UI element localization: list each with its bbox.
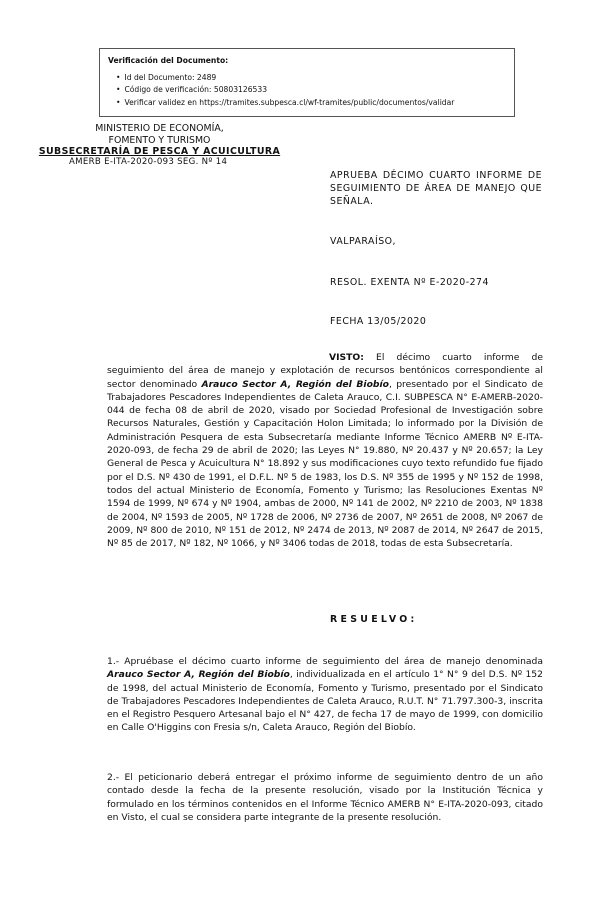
ministry-line-2: FOMENTO Y TURISMO [108, 134, 211, 146]
item1-text-b: , individualizada en el artículo 1° N° 9 del D.S. Nº 152 de 1998, del actual Ministerio de Economía, Fomento y Turismo, presentado por el Sindicato de Trabajadores Pescadores Independientes de Caleta Arauco, R.U.T. N° 71.797.300-3, inscrita en el Registro Pesquero Artesanal bajo el N° 427, de fecha 17 de mayo de 1999, con domicilio en Calle O'Higgins con Fresia s/n, Caleta Arauco, Región del Biobío. [107, 669, 543, 734]
visto-area-name: Arauco Sector A, Región del Biobío [201, 378, 389, 390]
resolution-summary: APRUEBA DÉCIMO CUARTO INFORME DE SEGUIMIENTO DE ÁREA DE MANEJO QUE SEÑALA. [330, 170, 542, 208]
item1-text-a: 1.- Apruébase el décimo cuarto informe de seguimiento del área de manejo denominada [107, 656, 543, 667]
visto-text-b: , presentado por el Sindicato de Trabajadores Pescadores Independientes de Caleta Arauco, C.I. SUBPESCA N° E-AMERB-2020-044 de fecha 08 de abril de 2020, visado por Sociedad Profesional de Investigación sobre Recursos Naturales, Gestión y Capacitación Holon Limitada; lo informado por la División de Administración Pesquera de esta Subsecretaría mediante Informe Técnico AMERB Nº E-ITA-2020-093, de fecha 29 de abril de 2020; las Leyes N° 19.880, Nº 20.437 y Nº 20.657; la Ley General de Pesca y Acuicultura N° 18.892 y sus modificaciones cuyo texto refundido fue fijado por el D.S. Nº 430 de 1991, el D.F.L. Nº 5 de 1983, los D.S. Nº 355 de 1995 y Nº 152 de 1998, todos del actual Ministerio de Economía, Fomento y Turismo; las Resoluciones Exentas Nº 1594 de 1999, Nº 674 y Nº 1904, ambas de 2000, Nº 141 de 2002, Nº 2210 de 2003, Nº 1838 de 2004, Nº 1593 de 2005, Nº 1728 de 2006, Nº 2736 de 2007, Nº 2651 de 2008, Nº 2067 de 2009, Nº 800 de 2010, Nº 151 de 2012, Nº 2474 de 2013, Nº 2087 de 2014, Nº 2647 de 2015, Nº 85 de 2017, Nº 182, Nº 1066, y Nº 3406 todas de 2018, todas de esta Subsecretaría. [107, 378, 543, 550]
resolution-date: FECHA 13/05/2020 [330, 316, 427, 327]
ministry-line-1: MINISTERIO DE ECONOMÍA, [95, 123, 224, 134]
resolution-item-2 [107, 771, 543, 824]
item2-text: 2.- El peticionario deberá entregar el próximo informe de seguimiento dentro de un año contado desde la fecha de la presente resolución, visado por la Institución Técnica y formulado en los términos contenidos en el Informe Técnico AMERB N° E-ITA-2020-093, citado en Visto, el cual se considera parte integrante de la presente resolución. [107, 772, 543, 823]
subsecretaria-title: SUBSECRETARÍA DE PESCA Y ACUICULTURA [38, 146, 281, 158]
resuelvo-heading: RESUELVO: [330, 614, 418, 625]
verification-code: • Código de verificación: 50803126533 [116, 84, 506, 97]
verification-box [99, 48, 515, 117]
verification-title: Verificación del Documento: [108, 56, 229, 65]
place: VALPARAÍSO, [330, 236, 397, 247]
reference-code: AMERB E-ITA-2020-093 SEG. Nº 14 [69, 157, 228, 167]
verification-list [108, 72, 506, 110]
visto-text-a: El décimo cuarto informe de seguimiento del área de manejo y explotación de recursos bentónicos correspondiente al sector denominado [107, 352, 543, 390]
verification-url[interactable]: • Verificar validez en https://tramites.subpesca.cl/wf-tramites/public/documentos/validar [116, 97, 506, 110]
ministry-header [32, 123, 287, 158]
resolution-item-1 [107, 655, 543, 735]
visto-paragraph [107, 351, 543, 550]
document-id: • Id del Documento: 2489 [116, 72, 506, 85]
visto-label: VISTO: [329, 352, 364, 363]
item1-area-name: Arauco Sector A, Región del Biobío [107, 669, 290, 681]
resolution-number: RESOL. EXENTA Nº E-2020-274 [330, 277, 489, 288]
